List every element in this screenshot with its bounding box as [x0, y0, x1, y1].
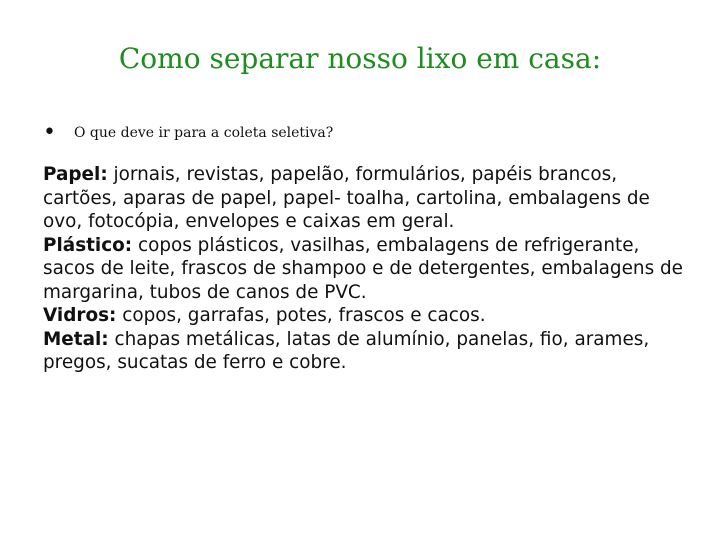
category-glass-label: Vidros: [43, 305, 117, 326]
category-plastic-items: copos plásticos, vasilhas, embalagens de refrigerante, sacos de leite, frascos de shampoo e de detergentes, embalagens de margarina, tubos de canos de PVC. [43, 234, 683, 303]
categories-list [43, 163, 693, 375]
category-glass [43, 304, 693, 328]
category-plastic [43, 234, 693, 305]
category-metal-items: chapas metálicas, latas de alumínio, panelas, fio, arames, pregos, sucatas de ferro e cobre. [43, 328, 650, 373]
bullet-dot-icon: • [43, 120, 56, 145]
bullet-question-text: O que deve ir para a coleta seletiva? [73, 125, 334, 141]
category-plastic-label: Plástico: [43, 234, 133, 256]
category-paper [43, 163, 693, 234]
category-metal [43, 328, 693, 375]
category-paper-label: Papel: [43, 164, 108, 185]
category-metal-label: Metal: [43, 328, 109, 350]
slide-title: Como separar nosso lixo em casa: [118, 42, 602, 75]
bullet-question [43, 122, 333, 144]
category-paper-items: jornais, revistas, papelão, formulários, papéis brancos, cartões, aparas de papel, papel- toalha, cartolina, embalagens de ovo, fotocópia, envelopes e caixas em geral. [43, 164, 650, 232]
category-glass-items: copos, garrafas, potes, frascos e cacos. [116, 305, 486, 326]
